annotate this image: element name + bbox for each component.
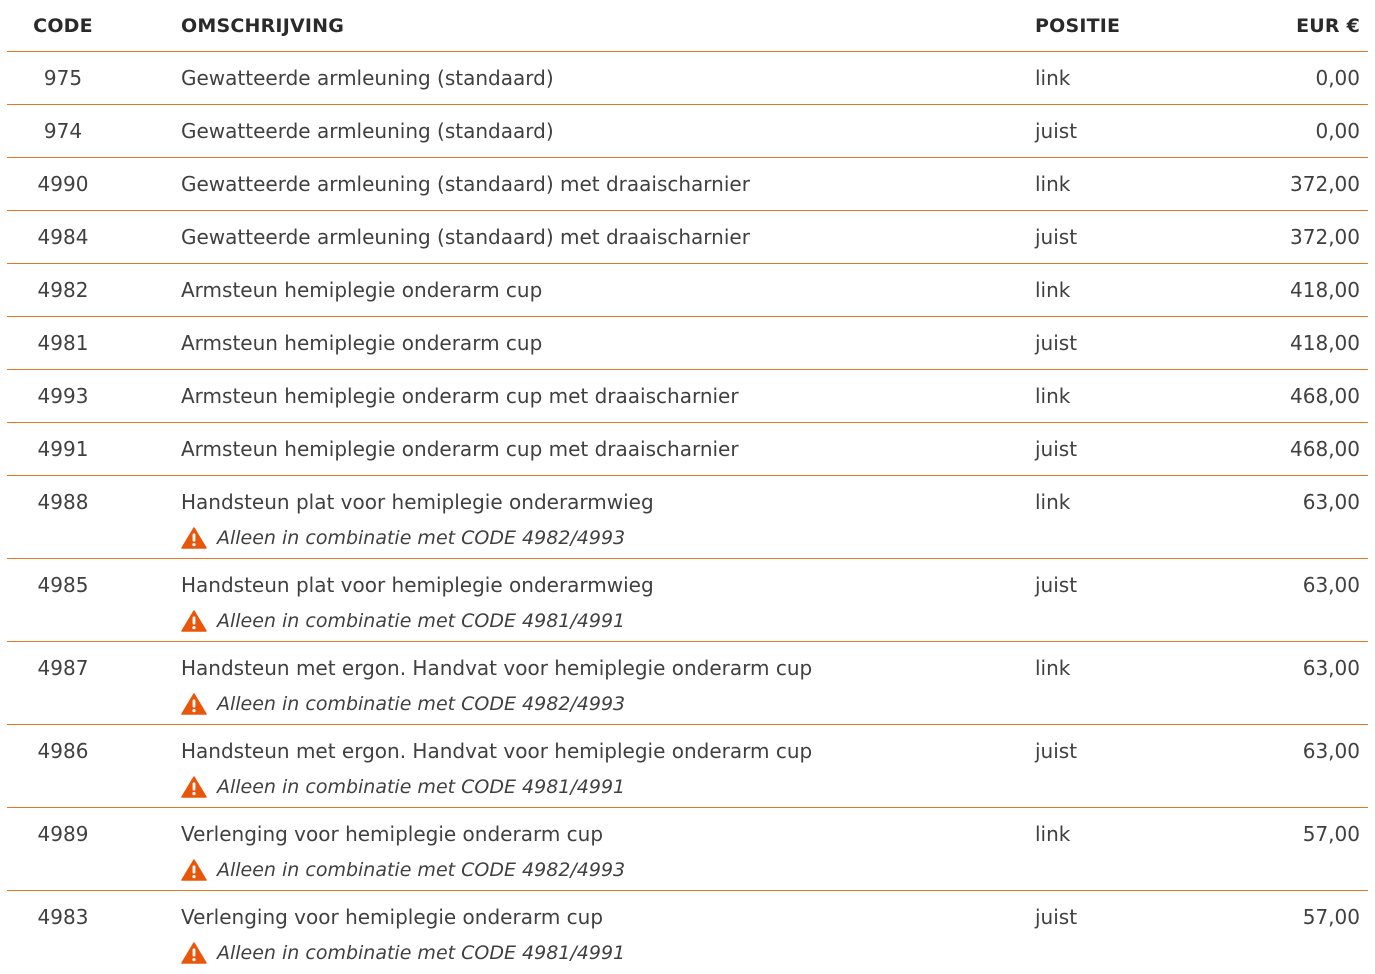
table-row (7, 264, 1368, 317)
row-price: 372,00 (1290, 225, 1360, 249)
price-table (7, 0, 1368, 974)
row-price: 63,00 (1302, 739, 1360, 763)
row-code: 4983 (37, 905, 89, 929)
row-position: link (1035, 172, 1071, 196)
row-position: juist (1035, 573, 1078, 597)
row-position: juist (1035, 331, 1078, 355)
warning-icon (181, 527, 207, 549)
row-description: Verlenging voor hemiplegie onderarm cup (181, 905, 604, 929)
header-code: CODE (33, 15, 93, 37)
row-price: 57,00 (1302, 905, 1360, 929)
row-description: Gewatteerde armleuning (standaard) (181, 66, 554, 90)
row-description: Handsteun met ergon. Handvat voor hemiplegie onderarm cup (181, 739, 813, 763)
warning-icon (181, 859, 207, 881)
row-code: 4984 (37, 225, 89, 249)
table-row (7, 370, 1368, 423)
note-text: Alleen in combinatie met CODE 4981/4991 (217, 942, 626, 964)
table-row (7, 317, 1368, 370)
row-position: juist (1035, 225, 1078, 249)
note-text: Alleen in combinatie met CODE 4982/4993 (217, 527, 626, 549)
row-description: Handsteun plat voor hemiplegie onderarmwieg (181, 573, 654, 597)
row-code: 975 (43, 66, 83, 90)
row-code: 4987 (37, 656, 89, 680)
row-price: 0,00 (1315, 66, 1360, 90)
note-text: Alleen in combinatie met CODE 4981/4991 (217, 776, 626, 798)
header-position: POSITIE (1035, 15, 1121, 37)
row-note (181, 859, 625, 881)
header-price: EUR € (1296, 15, 1360, 37)
row-description: Gewatteerde armleuning (standaard) (181, 119, 554, 143)
warning-icon (181, 610, 207, 632)
row-price: 57,00 (1302, 822, 1360, 846)
row-description: Verlenging voor hemiplegie onderarm cup (181, 822, 604, 846)
row-price: 63,00 (1302, 656, 1360, 680)
table-body (7, 52, 1368, 974)
row-price: 418,00 (1290, 331, 1360, 355)
row-price: 418,00 (1290, 278, 1360, 302)
table-header (7, 0, 1368, 52)
warning-icon (181, 776, 207, 798)
row-code: 4982 (37, 278, 89, 302)
table-row (7, 105, 1368, 158)
warning-icon (181, 942, 207, 964)
row-description: Gewatteerde armleuning (standaard) met draaischarnier (181, 225, 750, 249)
note-text: Alleen in combinatie met CODE 4982/4993 (217, 693, 626, 715)
row-position: link (1035, 656, 1071, 680)
row-position: link (1035, 384, 1071, 408)
row-price: 0,00 (1315, 119, 1360, 143)
row-position: link (1035, 490, 1071, 514)
note-text: Alleen in combinatie met CODE 4981/4991 (217, 610, 626, 632)
header-description: OMSCHRIJVING (181, 15, 345, 37)
table-row (7, 476, 1368, 559)
row-code: 4990 (37, 172, 89, 196)
row-price: 63,00 (1302, 490, 1360, 514)
row-price: 372,00 (1290, 172, 1360, 196)
table-row (7, 891, 1368, 974)
row-position: juist (1035, 905, 1078, 929)
row-note (181, 942, 625, 964)
row-position: link (1035, 822, 1071, 846)
row-code: 4986 (37, 739, 89, 763)
row-position: link (1035, 66, 1071, 90)
table-row (7, 423, 1368, 476)
table-row (7, 211, 1368, 264)
table-row (7, 559, 1368, 642)
table-row (7, 642, 1368, 725)
row-position: juist (1035, 119, 1078, 143)
row-note (181, 693, 625, 715)
table-row (7, 52, 1368, 105)
row-note (181, 776, 625, 798)
note-text: Alleen in combinatie met CODE 4982/4993 (217, 859, 626, 881)
row-description: Armsteun hemiplegie onderarm cup (181, 331, 543, 355)
row-price: 468,00 (1290, 384, 1360, 408)
row-note (181, 610, 625, 632)
row-code: 4991 (37, 437, 89, 461)
row-code: 4981 (37, 331, 89, 355)
warning-icon (181, 693, 207, 715)
row-description: Handsteun met ergon. Handvat voor hemiplegie onderarm cup (181, 656, 813, 680)
row-note (181, 527, 625, 549)
table-row (7, 158, 1368, 211)
row-price: 63,00 (1302, 573, 1360, 597)
row-code: 4988 (37, 490, 89, 514)
row-position: link (1035, 278, 1071, 302)
row-price: 468,00 (1290, 437, 1360, 461)
row-description: Armsteun hemiplegie onderarm cup met draaischarnier (181, 437, 739, 461)
table-row (7, 808, 1368, 891)
row-position: juist (1035, 739, 1078, 763)
row-description: Armsteun hemiplegie onderarm cup met draaischarnier (181, 384, 739, 408)
row-code: 4993 (37, 384, 89, 408)
table-row (7, 725, 1368, 808)
row-position: juist (1035, 437, 1078, 461)
row-code: 974 (43, 119, 83, 143)
row-description: Gewatteerde armleuning (standaard) met draaischarnier (181, 172, 750, 196)
row-code: 4989 (37, 822, 89, 846)
row-description: Handsteun plat voor hemiplegie onderarmwieg (181, 490, 654, 514)
row-code: 4985 (37, 573, 89, 597)
row-description: Armsteun hemiplegie onderarm cup (181, 278, 543, 302)
